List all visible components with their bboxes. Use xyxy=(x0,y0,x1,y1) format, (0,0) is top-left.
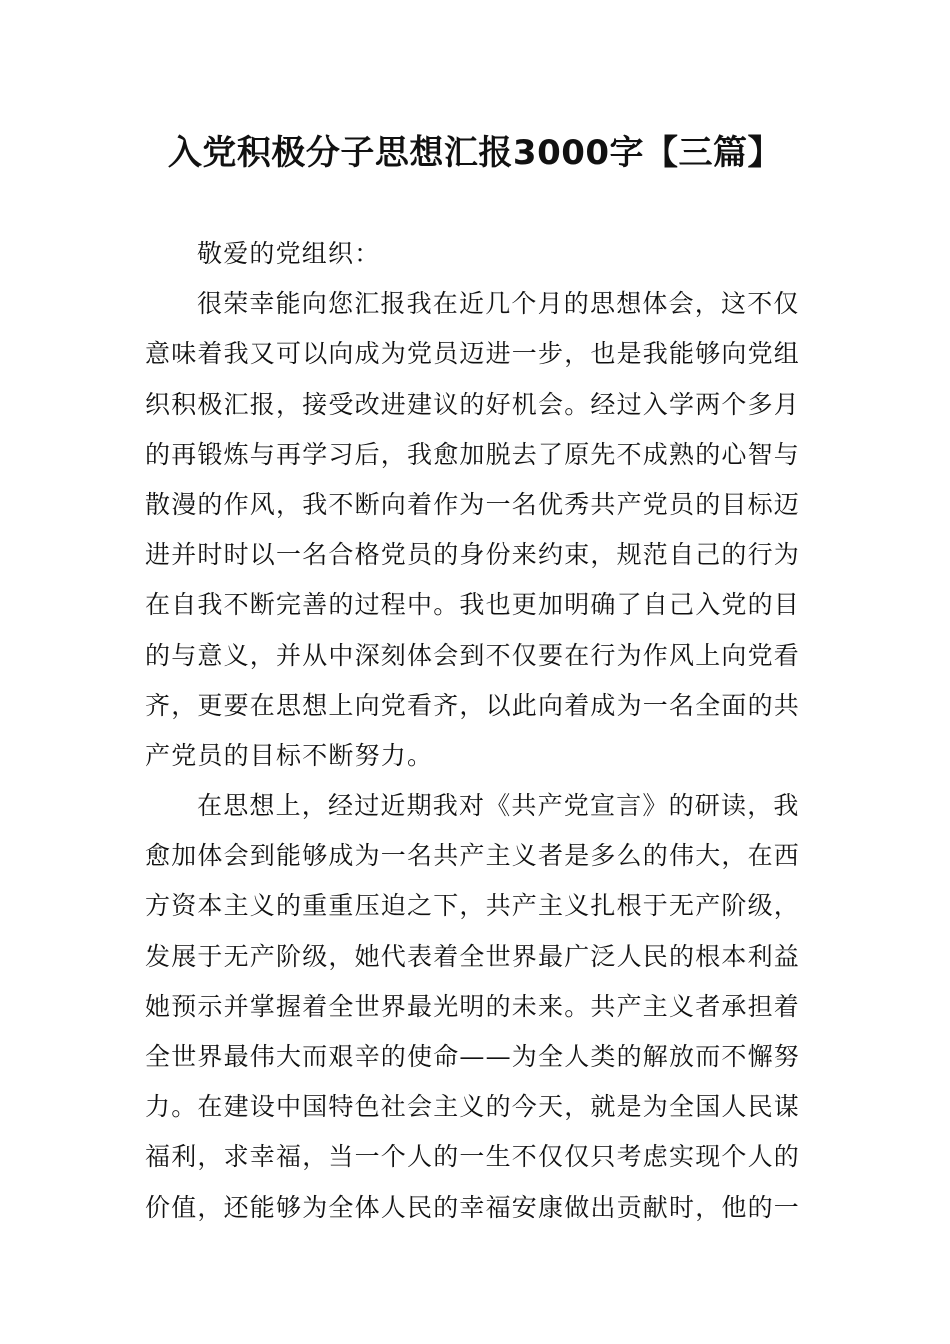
document-body xyxy=(145,229,810,1233)
paragraph-line: 价值，还能够为全体人民的幸福安康做出贡献时，他的一 xyxy=(145,1192,801,1222)
paragraph-line: 齐，更要在思想上向党看齐，以此向着成为一名全面的共 xyxy=(145,690,801,720)
paragraph-line: 意味着我又可以向成为党员迈进一步，也是我能够向党组 xyxy=(145,339,801,369)
paragraph-line: 愈加体会到能够成为一名共产主义者是多么的伟大，在西 xyxy=(145,841,801,871)
paragraph-line: 进并时时以一名合格党员的身份来约束，规范自己的行为 xyxy=(145,540,801,570)
paragraph-line: 全世界最伟大而艰辛的使命——为全人类的解放而不懈努 xyxy=(145,1042,801,1071)
salutation: 敬爱的党组织： xyxy=(197,239,381,268)
paragraph-line: 散漫的作风，我不断向着作为一名优秀共产党员的目标迈 xyxy=(145,489,801,519)
paragraph-line: 福利，求幸福，当一个人的一生不仅仅只考虑实现个人的 xyxy=(145,1142,801,1172)
document-title: 入党积极分子思想汇报3000字【三篇】 xyxy=(167,133,783,173)
paragraph-line: 在思想上，经过近期我对《共产党宣言》的研读，我 xyxy=(197,791,800,821)
paragraph-line: 的再锻炼与再学习后，我愈加脱去了原先不成熟的心智与 xyxy=(145,439,801,469)
paragraph-line: 力。在建设中国特色社会主义的今天，就是为全国人民谋 xyxy=(145,1092,801,1122)
paragraph-line: 很荣幸能向您汇报我在近几个月的思想体会，这不仅 xyxy=(197,289,800,319)
paragraph-line: 产党员的目标不断努力。 xyxy=(145,740,434,770)
paragraph-line: 发展于无产阶级，她代表着全世界最广泛人民的根本利益 xyxy=(145,941,801,971)
paragraph-line: 织积极汇报，接受改进建议的好机会。经过入学两个多月 xyxy=(145,389,801,419)
paragraph-line: 在自我不断完善的过程中。我也更加明确了自己入党的目 xyxy=(145,590,801,620)
paragraph-line: 的与意义，并从中深刻体会到不仅要在行为作风上向党看 xyxy=(145,640,801,670)
paragraph-line: 她预示并掌握着全世界最光明的未来。共产主义者承担着 xyxy=(145,991,801,1021)
paragraph-line: 方资本主义的重重压迫之下，共产主义扎根于无产阶级， xyxy=(145,891,801,921)
